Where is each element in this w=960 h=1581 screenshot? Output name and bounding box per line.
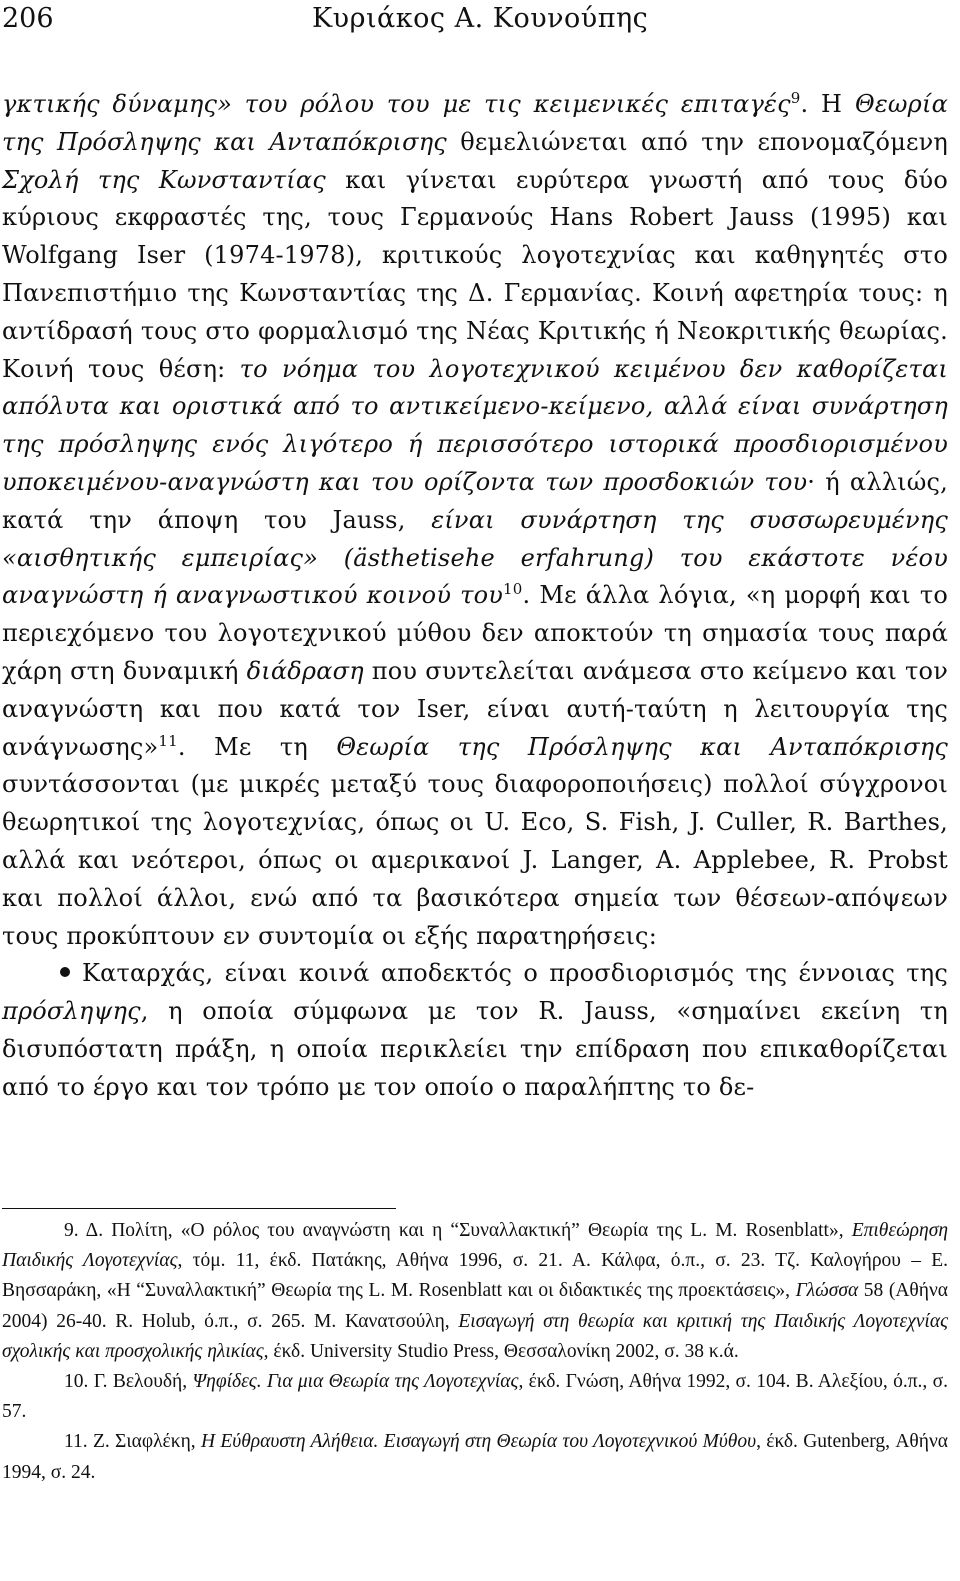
- bullet-icon: [60, 967, 70, 977]
- body-paragraph: [2, 86, 948, 955]
- footnote-ref-9: 9: [790, 89, 801, 107]
- text-run: 10. Γ. Βελουδή,: [64, 1371, 193, 1393]
- text-run: και γίνεται ευρύτερα γνωστή από τους δύο κύριους εκφραστές της, τους Γερμανούς Hans Robert Jauss (1995) και Wolfgang Iser (1974-1978), κριτικούς λογοτεχνίας και καθηγητές στο Πανεπιστήμιο της Κωνσταντίας της Δ. Γερμανίας. Κοινή αφετηρία τους: η αντίδρασή τους στο φορμαλισμό της Νέας Κριτικής ή Νεοκριτικής θεωρίας. Κοινή τους θέση:: [2, 165, 948, 383]
- italic-text: είναι συνάρτηση της συσσωρευμένης «αισθητικής εμπειρίας» (ästhetisehe erfahrung) του εκάστοτε νέου αναγνώστη ή αναγνωστικού κοινού του: [2, 505, 948, 610]
- italic-text: Γλώσσα: [795, 1280, 859, 1302]
- text-run: 58 (Αθήνα 2004) 26-40. R. Holub, ό.π., σ. 265. Μ. Κανατσούλη,: [2, 1280, 948, 1332]
- text-run: που συντελείται ανάμεσα στο κείμενο και τον αναγνώστη και που κατά τον Iser, είναι αυτή-ταύτη η λειτουργία της ανάγνωσης»: [2, 656, 948, 761]
- text-run: Καταρχάς, είναι κοινά αποδεκτός ο προσδιορισμός της έννοιας της: [82, 959, 948, 988]
- text-run: 11. Ζ. Σιαφλέκη,: [64, 1431, 201, 1453]
- italic-text: Η Εύθραυστη Αλήθεια. Εισαγωγή στη Θεωρία του Λογοτεχνικού Μύθου: [200, 1431, 757, 1453]
- main-text: [2, 86, 948, 1107]
- italic-text: Εισαγωγή στη θεωρία και κριτική της Παιδικής Λογοτεχνίας σχολικής και προσχολικής ηλικίας: [2, 1310, 948, 1362]
- footnote-ref-10: 10: [503, 580, 523, 599]
- text-run: . Με άλλα λόγια, «η μορφή και το περιεχόμενο του λογοτεχνικού μύθου δεν αποκτούν τη σημασία τους παρά χάρη στη δυναμική: [2, 581, 948, 685]
- text-run: . Με τη: [177, 732, 337, 761]
- page-number: 206: [2, 3, 54, 34]
- text-run: θεμελιώνεται από την επονομαζόμενη: [446, 127, 949, 156]
- footnotes: [2, 1216, 948, 1488]
- page-header: [2, 0, 950, 40]
- italic-text: πρόσληψης: [2, 997, 141, 1026]
- italic-text: Επιθεώρηση Παιδικής Λογοτεχνίας: [2, 1220, 948, 1272]
- footnote-10: [2, 1367, 948, 1427]
- bullet-paragraph: [2, 955, 948, 1106]
- italic-text: Σχολή της Κωνσταντίας: [2, 165, 326, 194]
- footnote-ref-11: 11: [158, 731, 178, 750]
- footnote-9: [2, 1216, 948, 1367]
- running-head-author: Κυριάκος Α. Κουνούπης: [312, 3, 649, 34]
- italic-text: το νόημα του λογοτεχνικού κειμένου δεν καθορίζεται απόλυτα και οριστικά από το αντικείμενο-κείμενο, αλλά είναι συνάρτηση της πρόσληψης ενός λιγότερο ή περισσότερο ιστορικά προσδιορισμένου υποκειμένου-αναγνώστη και του ορίζοντα των προσδοκιών του: [2, 354, 948, 496]
- text-run: , έκδ. Gutenberg, Αθήνα 1994, σ. 24.: [2, 1431, 948, 1483]
- text-run: . Η: [800, 90, 855, 118]
- text-run: , τόμ. 11, έκδ. Πατάκης, Αθήνα 1996, σ. 21. Α. Κάλφα, ό.π., σ. 23. Τζ. Καλογήρου – Ε. Βησσαράκη, «Η “Συναλλακτική” Θεωρία της L. M. Rosenblatt και οι διδακτικές της προεκτάσεις»,: [2, 1250, 948, 1302]
- italic-text: Θεωρία της Πρόσληψης και Ανταπόκρισης: [2, 90, 948, 156]
- text-run: 9. Δ. Πολίτη, «Ο ρόλος του αναγνώστη και η “Συναλλακτική” Θεωρία της L. M. Rosenblatt»,: [64, 1220, 852, 1241]
- italic-text: διάδραση: [246, 656, 364, 685]
- text-run: , η οποία σύμφωνα με τον R. Jauss, «σημαίνει εκείνη τη δισυπόστατη πράξη, η οποία περικλείει την επίδραση που επικαθορίζεται από το έργο και τον τρόπο με τον οποίο ο παραλήπτης το δε-: [2, 997, 948, 1101]
- italic-text: Θεωρία της Πρόσληψης και Ανταπόκρισης: [336, 732, 948, 761]
- text-run: , έκδ. Γνώση, Αθήνα 1992, σ. 104. Β. Αλεξίου, ό.π., σ. 57.: [2, 1371, 948, 1423]
- italic-text: Ψηφίδες. Για μια Θεωρία της Λογοτεχνίας: [192, 1371, 519, 1393]
- footnote-11: [2, 1427, 948, 1487]
- footnote-divider: [2, 1208, 396, 1209]
- text-run: συντάσσονται (με μικρές μεταξύ τους διαφοροποιήσεις) πολλοί σύγχρονοι θεωρητικοί της λογοτεχνίας, όπως οι U. Eco, S. Fish, J. Culler, R. Barthes, αλλά και νεότεροι, όπως οι αμερικανοί J. Langer, A. Applebee, R. Probst και πολλοί άλλοι, ενώ από τα βασικότερα σημεία των θέσεων-απόψεων τους προκύπτουν εν συντομία οι εξής παρατηρήσεις:: [2, 770, 948, 950]
- italic-text: γκτικής δύναμης» του ρόλου του με τις κειμενικές επιταγές: [2, 90, 791, 118]
- text-run: , έκδ. University Studio Press, Θεσσαλονίκη 2002, σ. 38 κ.ά.: [263, 1340, 739, 1362]
- text-run: · ή αλλιώς, κατά την άποψη του Jauss,: [2, 467, 948, 534]
